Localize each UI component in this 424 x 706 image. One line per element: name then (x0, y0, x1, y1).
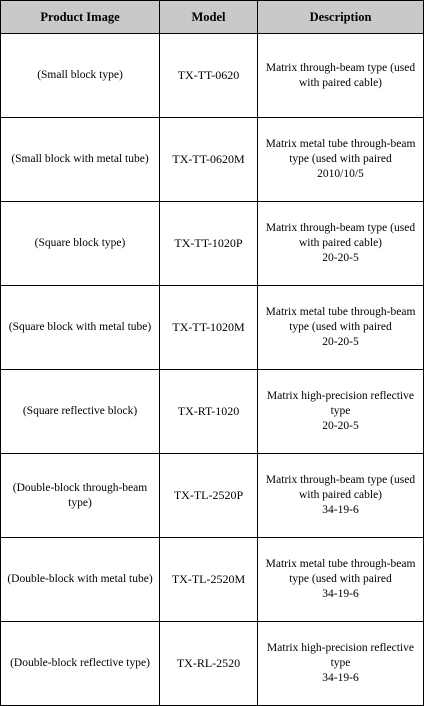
description-text: Matrix metal tube through-beam type (used with paired (265, 558, 416, 585)
description-text: Matrix through-beam type (used with paired cable) (265, 61, 416, 89)
description-cell (258, 454, 424, 538)
model-cell: TX-TT-1020P (160, 202, 258, 286)
description-text: Matrix metal tube through-beam type (used with paired (265, 306, 416, 333)
description-text: Matrix high-precision reflective type (267, 642, 414, 669)
table-row (1, 202, 424, 286)
product-image-caption: (Double-block with metal tube) (1, 538, 160, 622)
dimensions-text: 20-20-5 (322, 252, 359, 264)
table-row (1, 622, 424, 706)
description-cell (258, 202, 424, 286)
product-image-caption: (Small block with metal tube) (1, 118, 160, 202)
dimensions-text: 2010/10/5 (317, 168, 364, 180)
model-cell: TX-TT-0620M (160, 118, 258, 202)
product-image-caption: (Double-block reflective type) (1, 622, 160, 706)
model-cell: TX-TT-1020M (160, 286, 258, 370)
model-cell: TX-RT-1020 (160, 370, 258, 454)
model-cell: TX-TL-2520M (160, 538, 258, 622)
product-image-caption: (Square block type) (1, 202, 160, 286)
description-text: Matrix through-beam type (used with paired cable) (265, 222, 416, 249)
description-cell (258, 34, 424, 118)
dimensions-text: 34-19-6 (322, 504, 359, 516)
dimensions-text: 20-20-5 (322, 336, 359, 348)
table-row (1, 118, 424, 202)
model-cell: TX-TT-0620 (160, 34, 258, 118)
table-row (1, 538, 424, 622)
model-cell: TX-RL-2520 (160, 622, 258, 706)
dimensions-text: 20-20-5 (322, 420, 359, 432)
description-text: Matrix metal tube through-beam type (used with paired (265, 138, 416, 165)
dimensions-text: 34-19-6 (322, 672, 359, 684)
product-image-caption: (Square block with metal tube) (1, 286, 160, 370)
table-row (1, 286, 424, 370)
product-image-caption: (Small block type) (1, 34, 160, 118)
description-cell (258, 538, 424, 622)
table-row (1, 34, 424, 118)
table-row (1, 370, 424, 454)
description-cell (258, 118, 424, 202)
header-description: Description (258, 1, 424, 34)
description-cell (258, 286, 424, 370)
description-cell (258, 622, 424, 706)
description-cell (258, 370, 424, 454)
description-text: Matrix high-precision reflective type (267, 390, 414, 417)
model-cell: TX-TL-2520P (160, 454, 258, 538)
product-image-caption: (Square reflective block) (1, 370, 160, 454)
header-product-image: Product Image (1, 1, 160, 34)
table-row (1, 454, 424, 538)
description-text: Matrix through-beam type (used with paired cable) (265, 474, 416, 501)
header-row (1, 1, 424, 34)
dimensions-text: 34-19-6 (322, 588, 359, 600)
header-model: Model (160, 1, 258, 34)
product-image-caption: (Double-block through-beam type) (1, 454, 160, 538)
